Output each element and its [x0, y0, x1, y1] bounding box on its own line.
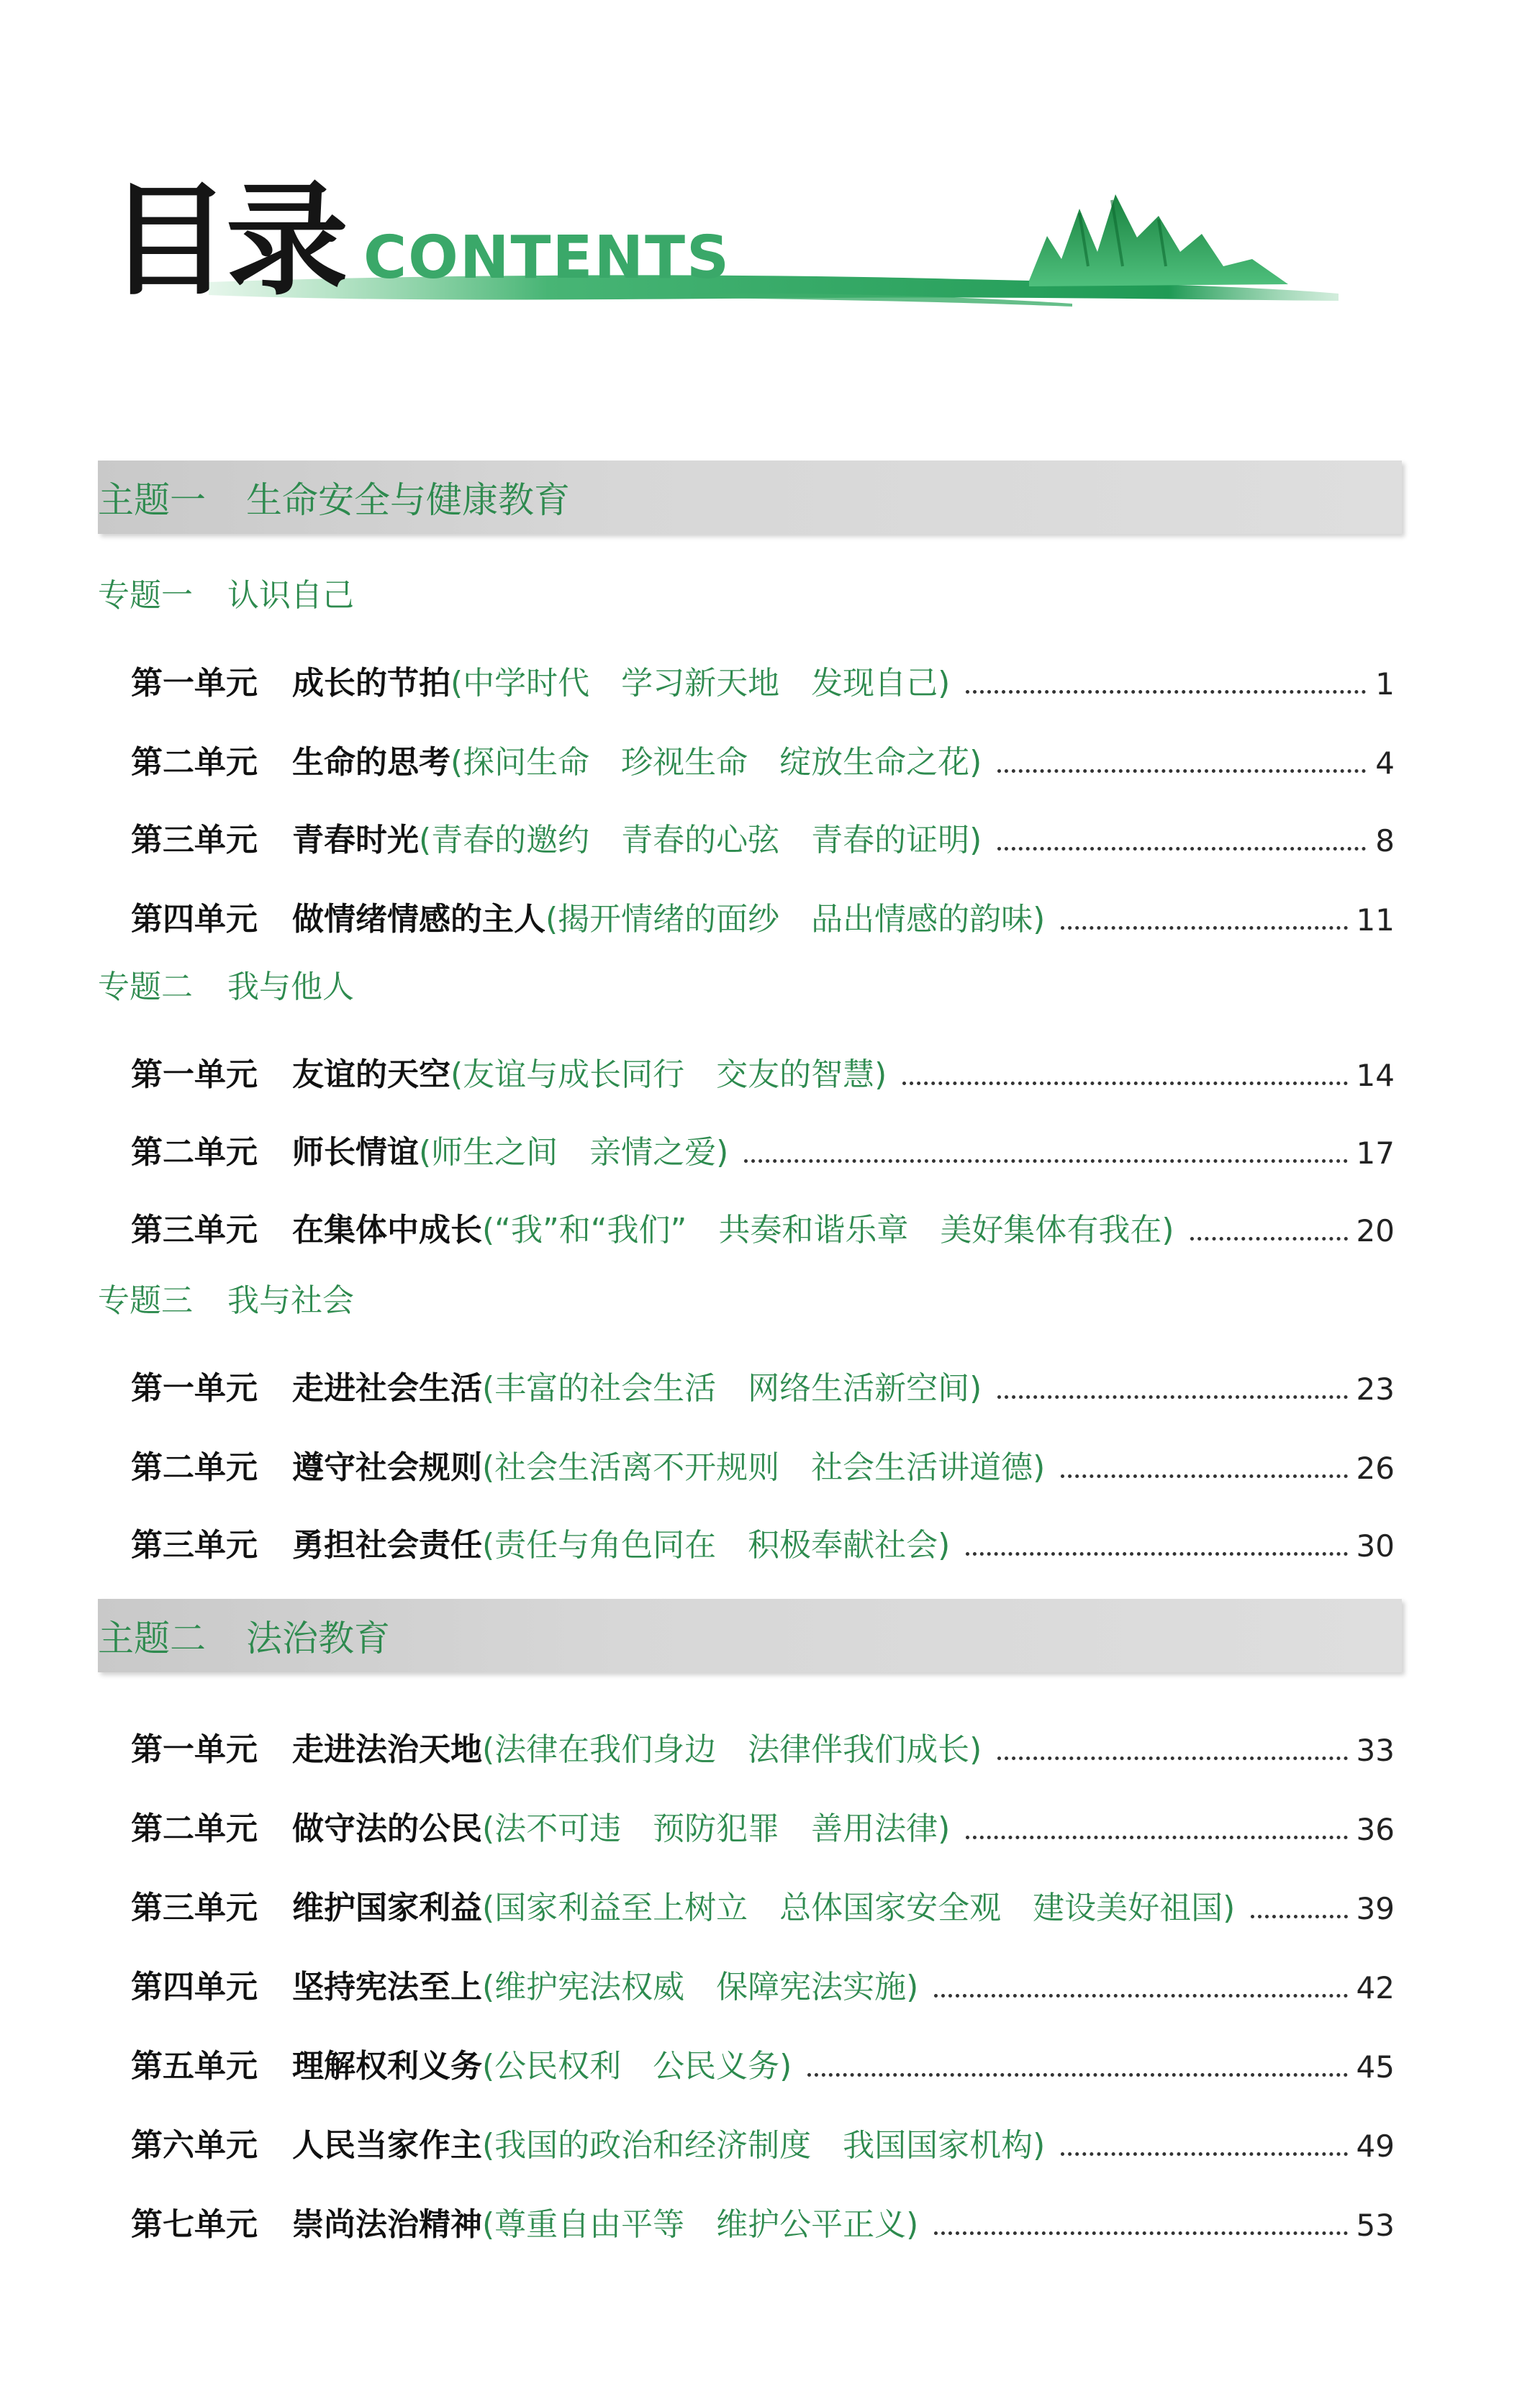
- topic-name: 我与他人: [227, 969, 354, 1005]
- unit-subtitle: (青春的邀约 青春的心弦 青春的证明): [419, 822, 982, 858]
- unit-number: 第七单元: [131, 2206, 258, 2243]
- toc-entry[interactable]: [131, 1048, 1395, 1091]
- unit-number: 第一单元: [131, 1731, 258, 1768]
- page-number: 11: [1356, 902, 1395, 938]
- unit-number: 第四单元: [131, 1969, 258, 2005]
- unit-number: 第三单元: [131, 1890, 258, 1926]
- unit-title: 坚持宪法至上: [292, 1969, 482, 2005]
- topic-header: [98, 577, 354, 614]
- toc-entry[interactable]: [131, 1125, 1395, 1169]
- topic-number: 专题一: [98, 577, 193, 614]
- dot-leader: [997, 847, 1366, 851]
- unit-number: 第二单元: [131, 744, 258, 781]
- unit-title: 成长的节拍: [292, 665, 450, 702]
- unit-subtitle: (师生之间 亲情之爱): [419, 1134, 729, 1171]
- toc-entry[interactable]: [131, 1361, 1395, 1405]
- unit-title: 生命的思考: [292, 744, 450, 781]
- dot-leader: [966, 1836, 1347, 1839]
- dot-leader: [744, 1159, 1347, 1163]
- topic-name: 我与社会: [227, 1282, 354, 1319]
- toc-entry[interactable]: [131, 1802, 1395, 1845]
- toc-entry[interactable]: [131, 1881, 1395, 1924]
- theme-number: 主题一: [98, 479, 206, 521]
- unit-number: 第五单元: [131, 2048, 258, 2085]
- dot-leader: [997, 769, 1366, 773]
- dot-leader: [1061, 1474, 1347, 1478]
- dot-leader: [1061, 2152, 1347, 2156]
- unit-title: 走进社会生活: [292, 1370, 482, 1407]
- unit-number: 第三单元: [131, 1212, 258, 1248]
- topic-header: [98, 971, 354, 1003]
- page-number: 45: [1356, 2049, 1395, 2085]
- dot-leader: [807, 2073, 1347, 2077]
- page-number: 20: [1356, 1213, 1395, 1248]
- toc-entry[interactable]: [131, 735, 1395, 779]
- unit-subtitle: (丰富的社会生活 网络生活新空间): [482, 1370, 982, 1407]
- unit-title: 在集体中成长: [292, 1212, 482, 1248]
- dot-leader: [966, 1552, 1347, 1556]
- page-number: 39: [1356, 1891, 1395, 1926]
- unit-subtitle: (友谊与成长同行 交友的智慧): [450, 1056, 887, 1093]
- unit-subtitle: (“我”和“我们” 共奏和谐乐章 美好集体有我在): [482, 1212, 1174, 1248]
- unit-subtitle: (法不可违 预防犯罪 善用法律): [482, 1810, 951, 1847]
- topic-name: 认识自己: [227, 577, 354, 614]
- page-number: 8: [1375, 823, 1395, 858]
- unit-number: 第六单元: [131, 2127, 258, 2164]
- dot-leader: [902, 1082, 1347, 1085]
- page-number: 30: [1356, 1528, 1395, 1564]
- page-number: 14: [1356, 1058, 1395, 1093]
- theme-name: 法治教育: [246, 1618, 390, 1659]
- unit-number: 第二单元: [131, 1134, 258, 1171]
- topic-number: 专题二: [98, 969, 193, 1005]
- theme-name: 生命安全与健康教育: [246, 479, 570, 521]
- theme-header: [98, 461, 1402, 534]
- unit-subtitle: (我国的政治和经济制度 我国国家机构): [482, 2127, 1046, 2164]
- theme-header: [98, 1599, 1402, 1672]
- page-number: 4: [1375, 745, 1395, 781]
- unit-title: 做情绪情感的主人: [292, 901, 545, 938]
- dot-leader: [1251, 1915, 1347, 1918]
- toc-entry[interactable]: [131, 2039, 1395, 2085]
- page-number: 42: [1356, 1970, 1395, 2005]
- unit-number: 第三单元: [131, 1527, 258, 1564]
- unit-subtitle: (社会生活离不开规则 社会生活讲道德): [482, 1449, 1046, 1486]
- page-number: 33: [1356, 1733, 1395, 1768]
- page-title-english: CONTENTS: [363, 224, 731, 292]
- unit-subtitle: (中学时代 学习新天地 发现自己): [450, 665, 951, 702]
- toc-entry[interactable]: [131, 1723, 1395, 1766]
- unit-subtitle: (维护宪法权威 保障宪法实施): [482, 1969, 919, 2005]
- unit-subtitle: (国家利益至上树立 总体国家安全观 建设美好祖国): [482, 1890, 1236, 1926]
- toc-entry[interactable]: [131, 2118, 1395, 2162]
- toc-entry[interactable]: [131, 2198, 1395, 2241]
- unit-title: 人民当家作主: [292, 2127, 482, 2164]
- topic-header: [98, 1282, 354, 1319]
- unit-subtitle: (公民权利 公民义务): [482, 2048, 792, 2085]
- toc-entry[interactable]: [131, 892, 1395, 938]
- page-number: 23: [1356, 1372, 1395, 1407]
- page-number: 1: [1375, 666, 1395, 702]
- unit-title: 理解权利义务: [292, 2048, 482, 2085]
- unit-number: 第一单元: [131, 1056, 258, 1093]
- unit-subtitle: (探问生命 珍视生命 绽放生命之花): [450, 744, 982, 781]
- page-number: 53: [1356, 2208, 1395, 2243]
- dot-leader: [997, 1395, 1347, 1399]
- dot-leader: [934, 2231, 1347, 2235]
- dot-leader: [1061, 926, 1347, 930]
- dot-leader: [997, 1756, 1347, 1760]
- unit-number: 第二单元: [131, 1449, 258, 1486]
- unit-title: 青春时光: [292, 822, 419, 858]
- unit-number: 第二单元: [131, 1810, 258, 1847]
- page-number: 17: [1356, 1135, 1395, 1171]
- unit-title: 勇担社会责任: [292, 1527, 482, 1564]
- topic-number: 专题三: [98, 1282, 193, 1319]
- toc-entry[interactable]: [131, 1203, 1395, 1246]
- unit-number: 第一单元: [131, 1370, 258, 1407]
- theme-number: 主题二: [98, 1618, 206, 1659]
- unit-subtitle: (尊重自由平等 维护公平正义): [482, 2206, 919, 2243]
- page-number: 49: [1356, 2129, 1395, 2164]
- unit-number: 第一单元: [131, 665, 258, 702]
- toc-entry[interactable]: [131, 1960, 1395, 2003]
- dot-leader: [1190, 1237, 1348, 1241]
- page-number: 26: [1356, 1451, 1395, 1486]
- toc-entry[interactable]: [131, 813, 1395, 856]
- unit-subtitle: (责任与角色同在 积极奉献社会): [482, 1527, 951, 1564]
- toc-entry[interactable]: [131, 1441, 1395, 1484]
- unit-number: 第三单元: [131, 822, 258, 858]
- page-number: 36: [1356, 1812, 1395, 1847]
- unit-title: 友谊的天空: [292, 1056, 450, 1093]
- unit-subtitle: (揭开情绪的面纱 品出情感的韵味): [545, 901, 1046, 938]
- unit-subtitle: (法律在我们身边 法律伴我们成长): [482, 1731, 982, 1768]
- unit-title: 走进法治天地: [292, 1731, 482, 1768]
- toc-entry[interactable]: [131, 1518, 1395, 1564]
- toc-entry[interactable]: [131, 656, 1395, 702]
- page-title: 目录: [108, 170, 345, 312]
- dot-leader: [966, 690, 1366, 694]
- unit-title: 崇尚法治精神: [292, 2206, 482, 2243]
- unit-number: 第四单元: [131, 901, 258, 938]
- unit-title: 遵守社会规则: [292, 1449, 482, 1486]
- unit-title: 维护国家利益: [292, 1890, 482, 1926]
- dot-leader: [934, 1994, 1347, 1998]
- unit-title: 做守法的公民: [292, 1810, 482, 1847]
- unit-title: 师长情谊: [292, 1134, 419, 1171]
